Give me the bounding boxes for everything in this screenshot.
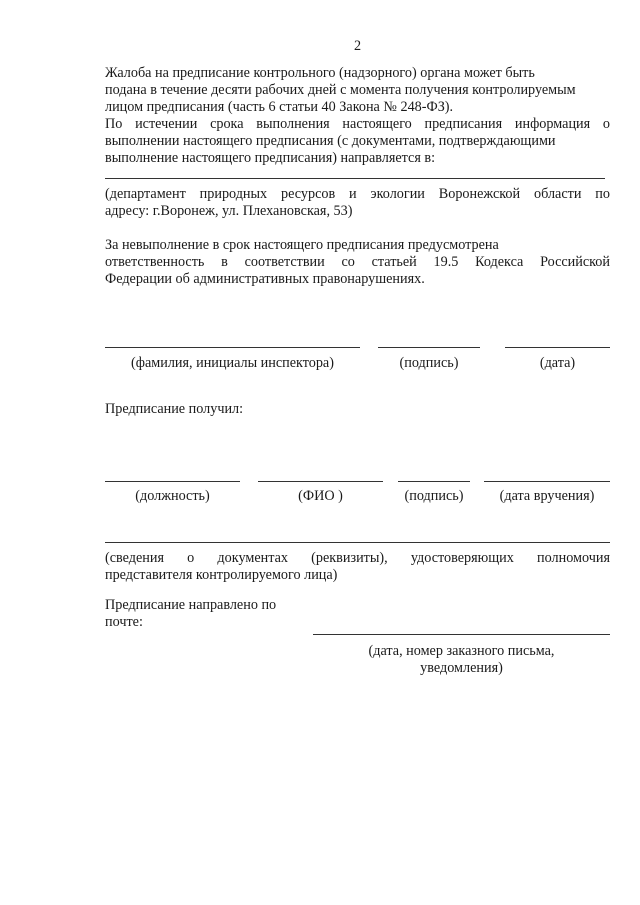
complaint-line-3: лицом предписания (часть 6 статьи 40 Закона № 248-ФЗ). [105,99,454,115]
complaint-line-2: подана в течение десяти рабочих дней с момента получения контролируемым [105,82,576,98]
info-line-3: выполнение настоящего предписания) направляется в: [105,150,436,166]
mail-line-1: Предписание направлено по [105,597,277,613]
liability-line-2: ответственность в соответствии со статьей 19.5 Кодекса Российской [105,254,610,270]
recipient-position-line [105,481,240,482]
recipient-delivery-date-line [484,481,610,482]
recipient-delivery-date-label: (дата вручения) [499,488,595,504]
recipient-signature-line [398,481,470,482]
mail-label-line-2: уведомления) [420,660,503,676]
recipient-fio-label: (ФИО ) [298,488,343,504]
liability-line-3: Федерации об административных правонарушениях. [105,271,425,287]
complaint-line-1: Жалоба на предписание контрольного (надзорного) органа может быть [105,65,535,81]
recipient-position-label: (должность) [135,488,210,504]
inspector-date-label: (дата) [539,355,576,371]
department-line-1: (департамент природных ресурсов и экологии Воронежской области по [105,186,610,202]
representative-line-1: (сведения о документах (реквизиты), удостоверяющих полномочия [105,550,610,566]
representative-line-2: представителя контролируемого лица) [105,567,338,583]
inspector-signature-label: (подпись) [399,355,459,371]
recipient-fio-line [258,481,383,482]
inspector-signature-line [378,347,480,348]
inspector-name-label: (фамилия, инициалы инспектора) [131,355,334,371]
inspector-name-line [105,347,360,348]
department-line-2: адресу: г.Воронеж, ул. Плехановская, 53) [105,203,353,219]
recipient-blank-line [105,178,605,179]
recipient-signature-label: (подпись) [404,488,464,504]
representative-blank-line [105,542,610,543]
inspector-date-line [505,347,610,348]
mail-label-line-1: (дата, номер заказного письма, [368,643,555,659]
mail-line-2: почте: [105,614,143,630]
liability-line-1: За невыполнение в срок настоящего предписания предусмотрена [105,237,499,253]
info-line-2: выполнении настоящего предписания (с документами, подтверждающими [105,133,556,149]
info-line-1: По истечении срока выполнения настоящего предписания информация о [105,116,610,132]
received-label: Предписание получил: [105,401,244,417]
page-number: 2 [354,38,362,54]
mail-blank-line [313,634,610,635]
